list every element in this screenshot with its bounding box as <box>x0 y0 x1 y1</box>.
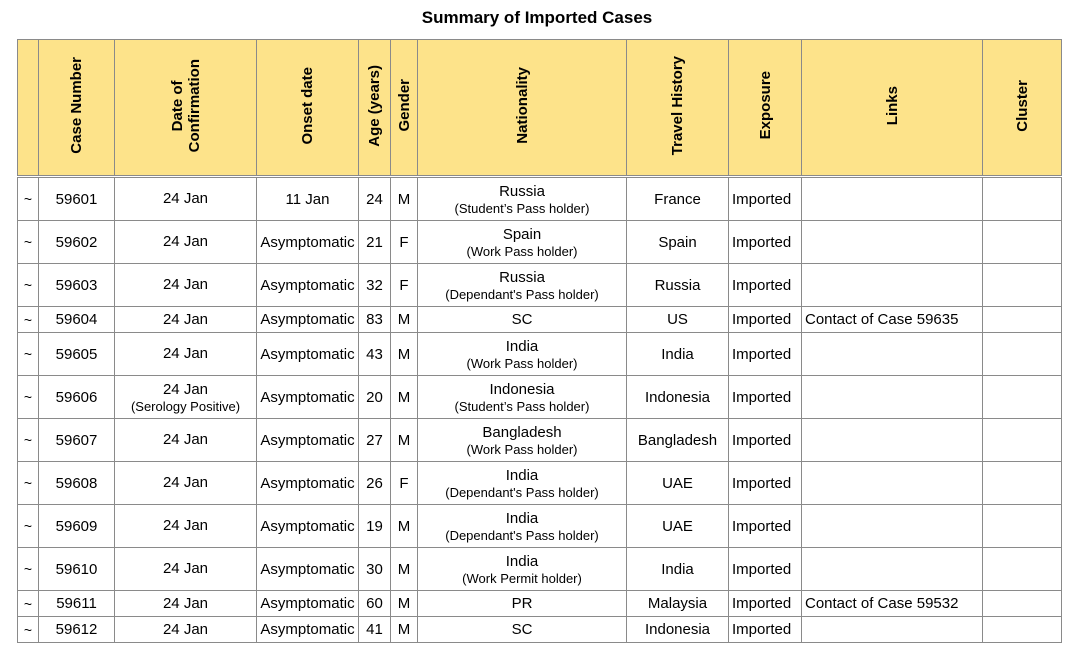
onset-text: Asymptomatic <box>260 388 355 406</box>
row-mark <box>18 591 39 617</box>
links-cell <box>802 376 983 419</box>
exposure-cell <box>729 505 802 548</box>
header-exposure: Exposure <box>729 40 802 176</box>
nationality-cell <box>418 307 627 333</box>
nat-text: Bangladesh <box>482 423 562 441</box>
gender-cell <box>391 307 418 333</box>
header-mark <box>18 40 39 176</box>
mark-text: ~ <box>23 621 33 638</box>
row-mark <box>18 178 39 221</box>
mark-text: ~ <box>23 561 33 577</box>
links-cell <box>802 462 983 505</box>
age-cell <box>359 617 391 643</box>
table-row <box>18 419 1062 462</box>
date-cell <box>115 264 257 307</box>
onset-text: Asymptomatic <box>260 233 355 251</box>
gender-text: F <box>399 276 409 294</box>
exposure-cell <box>729 221 802 264</box>
nat-note-text: (Dependant's Pass holder) <box>445 286 599 302</box>
case-number-cell <box>39 617 115 643</box>
date-text: 24 Jan <box>162 310 209 328</box>
row-mark <box>18 419 39 462</box>
age-text: 24 <box>366 190 383 208</box>
case-text: 59603 <box>55 276 98 294</box>
page-title: Summary of Imported Cases <box>421 8 653 27</box>
row-mark <box>18 307 39 333</box>
onset-cell <box>257 178 359 221</box>
gender-cell <box>391 548 418 591</box>
row-mark <box>18 462 39 505</box>
exposure-cell <box>729 178 802 221</box>
age-text: 83 <box>366 311 383 328</box>
gender-cell <box>391 264 418 307</box>
date-cell <box>115 617 257 643</box>
gender-text: M <box>397 190 411 208</box>
header-cluster: Cluster <box>983 40 1062 176</box>
case-text: 59605 <box>55 345 98 363</box>
gender-cell <box>391 333 418 376</box>
mark-text: ~ <box>23 432 33 448</box>
row-mark <box>18 264 39 307</box>
case-number-cell <box>39 548 115 591</box>
travel-history-cell <box>627 617 729 643</box>
gender-cell <box>391 419 418 462</box>
date-cell <box>115 548 257 591</box>
date-cell <box>115 505 257 548</box>
case-text: 59609 <box>55 517 98 535</box>
mark-text: ~ <box>23 595 33 612</box>
exposure-text: Imported <box>732 517 792 535</box>
onset-cell <box>257 376 359 419</box>
onset-cell <box>257 548 359 591</box>
date-text: 24 Jan <box>162 276 209 293</box>
header-row <box>18 40 1062 176</box>
nat-note-text: (Work Pass holder) <box>466 355 578 371</box>
onset-text: Asymptomatic <box>260 311 355 328</box>
onset-cell <box>257 505 359 548</box>
age-cell <box>359 591 391 617</box>
age-cell <box>359 221 391 264</box>
gender-cell <box>391 462 418 505</box>
date-text: 24 Jan <box>162 560 209 577</box>
mark-text: ~ <box>23 311 33 328</box>
case-text: 59608 <box>55 474 98 492</box>
exposure-cell <box>729 264 802 307</box>
exposure-text: Imported <box>732 595 792 612</box>
table-row <box>18 505 1062 548</box>
cluster-cell <box>983 333 1062 376</box>
table-row <box>18 376 1062 419</box>
row-mark <box>18 617 39 643</box>
date-cell <box>115 221 257 264</box>
mark-text: ~ <box>23 346 33 362</box>
exposure-text: Imported <box>732 621 792 638</box>
date-text: 24 Jan <box>162 190 209 207</box>
exposure-text: Imported <box>732 233 792 251</box>
date-cell <box>115 462 257 505</box>
table-row <box>18 591 1062 617</box>
nationality-cell <box>418 617 627 643</box>
travel-history-cell <box>627 333 729 376</box>
exposure-text: Imported <box>732 474 792 492</box>
case-number-cell <box>39 376 115 419</box>
nat-note-text: (Dependant's Pass holder) <box>445 527 599 543</box>
links-cell <box>802 221 983 264</box>
nat-note-text: (Dependant's Pass holder) <box>445 484 599 500</box>
case-text: 59601 <box>55 190 98 208</box>
case-number-cell <box>39 178 115 221</box>
case-number-cell <box>39 419 115 462</box>
onset-text: Asymptomatic <box>260 474 355 492</box>
header-case-number: Case Number <box>39 40 115 176</box>
travel-text: Indonesia <box>644 388 711 406</box>
onset-text: Asymptomatic <box>260 595 355 612</box>
links-text: Contact of Case 59635 <box>805 311 959 328</box>
age-cell <box>359 307 391 333</box>
onset-text: Asymptomatic <box>260 621 355 638</box>
nat-text: SC <box>511 620 533 638</box>
case-number-cell <box>39 307 115 333</box>
nat-text: Russia <box>499 268 545 286</box>
nationality-cell <box>418 333 627 376</box>
nat-text: India <box>505 552 539 570</box>
table-row <box>18 333 1062 376</box>
age-text: 60 <box>366 595 383 612</box>
cluster-cell <box>983 376 1062 419</box>
cluster-cell <box>983 548 1062 591</box>
exposure-text: Imported <box>732 388 792 406</box>
travel-text: Bangladesh <box>637 431 718 449</box>
table-row <box>18 264 1062 307</box>
nat-text: PR <box>511 594 533 612</box>
date-cell <box>115 376 257 419</box>
travel-history-cell <box>627 376 729 419</box>
onset-cell <box>257 617 359 643</box>
travel-history-cell <box>627 505 729 548</box>
nat-note-text: (Work Pass holder) <box>466 441 578 457</box>
date-text: 24 Jan <box>162 431 209 448</box>
date-cell <box>115 333 257 376</box>
gender-text: M <box>397 517 411 535</box>
gender-text: M <box>397 388 411 406</box>
nat-text: India <box>505 466 539 484</box>
gender-cell <box>391 505 418 548</box>
age-cell <box>359 548 391 591</box>
links-cell <box>802 617 983 643</box>
age-cell <box>359 505 391 548</box>
gender-cell <box>391 591 418 617</box>
cluster-cell <box>983 617 1062 643</box>
table-row <box>18 617 1062 643</box>
gender-text: M <box>397 595 411 612</box>
case-text: 59611 <box>56 595 97 612</box>
gender-text: M <box>397 311 411 328</box>
exposure-text: Imported <box>732 560 792 578</box>
nat-text: India <box>505 509 539 527</box>
header-links: Links <box>802 40 983 176</box>
age-cell <box>359 462 391 505</box>
nat-text: Russia <box>499 182 545 200</box>
travel-text: France <box>654 190 701 208</box>
date-text: 24 Jan <box>162 233 209 250</box>
age-text: 27 <box>366 431 383 449</box>
age-cell <box>359 376 391 419</box>
mark-text: ~ <box>23 277 33 293</box>
case-number-cell <box>39 221 115 264</box>
age-cell <box>359 178 391 221</box>
exposure-cell <box>729 307 802 333</box>
nationality-cell <box>418 264 627 307</box>
header-nationality: Nationality <box>418 40 627 176</box>
age-text: 26 <box>366 474 383 492</box>
header-onset-date: Onset date <box>257 40 359 176</box>
onset-text: Asymptomatic <box>260 345 355 363</box>
table-row <box>18 221 1062 264</box>
nat-text: Spain <box>502 225 542 243</box>
age-text: 43 <box>366 345 383 363</box>
case-number-cell <box>39 333 115 376</box>
header-age: Age (years) <box>359 40 391 176</box>
nationality-cell <box>418 505 627 548</box>
travel-text: UAE <box>662 474 693 492</box>
mark-text: ~ <box>23 191 33 207</box>
exposure-cell <box>729 591 802 617</box>
gender-cell <box>391 617 418 643</box>
nat-text: India <box>505 337 539 355</box>
age-cell <box>359 264 391 307</box>
links-cell <box>802 419 983 462</box>
date-text: 24 Jan <box>162 620 209 638</box>
case-number-cell <box>39 591 115 617</box>
links-cell <box>802 333 983 376</box>
nat-text: Indonesia <box>489 380 555 398</box>
table-row <box>18 548 1062 591</box>
mark-text: ~ <box>23 475 33 491</box>
gender-cell <box>391 221 418 264</box>
travel-text: India <box>661 560 694 578</box>
exposure-text: Imported <box>732 276 792 294</box>
age-text: 41 <box>366 621 383 638</box>
travel-text: UAE <box>662 517 693 535</box>
onset-cell <box>257 591 359 617</box>
gender-cell <box>391 376 418 419</box>
case-text: 59602 <box>55 233 98 251</box>
age-text: 30 <box>366 560 383 578</box>
header-date-of-confirmation: Date of Confirmation <box>115 40 257 176</box>
nationality-cell <box>418 548 627 591</box>
travel-text: Spain <box>658 233 697 251</box>
travel-history-cell <box>627 419 729 462</box>
exposure-cell <box>729 617 802 643</box>
row-mark <box>18 548 39 591</box>
onset-cell <box>257 462 359 505</box>
nat-note-text: (Student’s Pass holder) <box>454 200 590 216</box>
age-cell <box>359 419 391 462</box>
header-gender: Gender <box>391 40 418 176</box>
cluster-cell <box>983 178 1062 221</box>
links-cell <box>802 505 983 548</box>
onset-text: 11 Jan <box>285 190 330 208</box>
date-text: 24 Jan <box>162 345 209 362</box>
header-travel-history: Travel History <box>627 40 729 176</box>
mark-text: ~ <box>23 518 33 534</box>
nat-text: SC <box>511 310 533 328</box>
links-cell <box>802 178 983 221</box>
nationality-cell <box>418 462 627 505</box>
gender-text: M <box>397 560 411 578</box>
nationality-cell <box>418 376 627 419</box>
onset-cell <box>257 264 359 307</box>
table-row <box>18 462 1062 505</box>
onset-text: Asymptomatic <box>260 276 355 294</box>
imported-cases-table <box>17 39 1062 643</box>
travel-history-cell <box>627 221 729 264</box>
date-text: 24 Jan <box>162 380 209 398</box>
cluster-cell <box>983 221 1062 264</box>
onset-text: Asymptomatic <box>260 560 355 578</box>
case-text: 59604 <box>55 311 98 328</box>
exposure-cell <box>729 376 802 419</box>
onset-text: Asymptomatic <box>260 517 355 535</box>
cluster-cell <box>983 419 1062 462</box>
gender-text: M <box>397 621 411 638</box>
travel-history-cell <box>627 462 729 505</box>
travel-text: Indonesia <box>644 621 711 638</box>
exposure-cell <box>729 462 802 505</box>
table-row <box>18 307 1062 333</box>
date-cell <box>115 419 257 462</box>
exposure-text: Imported <box>732 431 792 449</box>
travel-text: US <box>667 311 688 328</box>
travel-history-cell <box>627 178 729 221</box>
table-row <box>18 178 1062 221</box>
onset-cell <box>257 333 359 376</box>
nationality-cell <box>418 178 627 221</box>
exposure-cell <box>729 548 802 591</box>
age-text: 32 <box>366 276 383 294</box>
links-cell <box>802 548 983 591</box>
case-text: 59612 <box>55 621 98 638</box>
date-cell <box>115 178 257 221</box>
gender-text: F <box>399 474 409 492</box>
exposure-text: Imported <box>732 311 792 328</box>
date-text: 24 Jan <box>162 474 209 491</box>
nationality-cell <box>418 221 627 264</box>
date-note-text: (Serology Positive) <box>130 398 241 414</box>
case-text: 59607 <box>55 431 98 449</box>
travel-text: India <box>661 345 694 363</box>
cluster-cell <box>983 307 1062 333</box>
nat-note-text: (Student’s Pass holder) <box>454 398 590 414</box>
cluster-cell <box>983 462 1062 505</box>
links-cell <box>802 264 983 307</box>
exposure-text: Imported <box>732 190 792 208</box>
case-number-cell <box>39 462 115 505</box>
onset-cell <box>257 307 359 333</box>
cluster-cell <box>983 505 1062 548</box>
gender-text: F <box>399 233 409 251</box>
cluster-cell <box>983 591 1062 617</box>
case-text: 59606 <box>55 388 98 406</box>
travel-history-cell <box>627 264 729 307</box>
links-cell <box>802 307 983 333</box>
onset-cell <box>257 419 359 462</box>
gender-text: M <box>397 431 411 449</box>
onset-cell <box>257 221 359 264</box>
travel-history-cell <box>627 548 729 591</box>
mark-text: ~ <box>23 234 33 250</box>
exposure-cell <box>729 419 802 462</box>
travel-history-cell <box>627 307 729 333</box>
nat-note-text: (Work Permit holder) <box>462 570 582 586</box>
travel-text: Malaysia <box>647 595 708 612</box>
links-text: Contact of Case 59532 <box>805 595 959 612</box>
row-mark <box>18 505 39 548</box>
date-cell <box>115 307 257 333</box>
travel-history-cell <box>627 591 729 617</box>
gender-text: M <box>397 345 411 363</box>
age-text: 21 <box>366 233 383 251</box>
links-cell <box>802 591 983 617</box>
cluster-cell <box>983 264 1062 307</box>
date-cell <box>115 591 257 617</box>
gender-cell <box>391 178 418 221</box>
onset-text: Asymptomatic <box>260 431 355 449</box>
mark-text: ~ <box>23 389 33 405</box>
case-number-cell <box>39 264 115 307</box>
nationality-cell <box>418 591 627 617</box>
date-text: 24 Jan <box>162 517 209 534</box>
exposure-cell <box>729 333 802 376</box>
row-mark <box>18 221 39 264</box>
date-text: 24 Jan <box>162 594 209 612</box>
age-cell <box>359 333 391 376</box>
travel-text: Russia <box>654 276 701 294</box>
age-text: 20 <box>366 388 383 406</box>
nationality-cell <box>418 419 627 462</box>
nat-note-text: (Work Pass holder) <box>466 243 578 259</box>
row-mark <box>18 333 39 376</box>
exposure-text: Imported <box>732 345 792 363</box>
age-text: 19 <box>366 517 383 535</box>
row-mark <box>18 376 39 419</box>
case-text: 59610 <box>55 560 98 578</box>
case-number-cell <box>39 505 115 548</box>
